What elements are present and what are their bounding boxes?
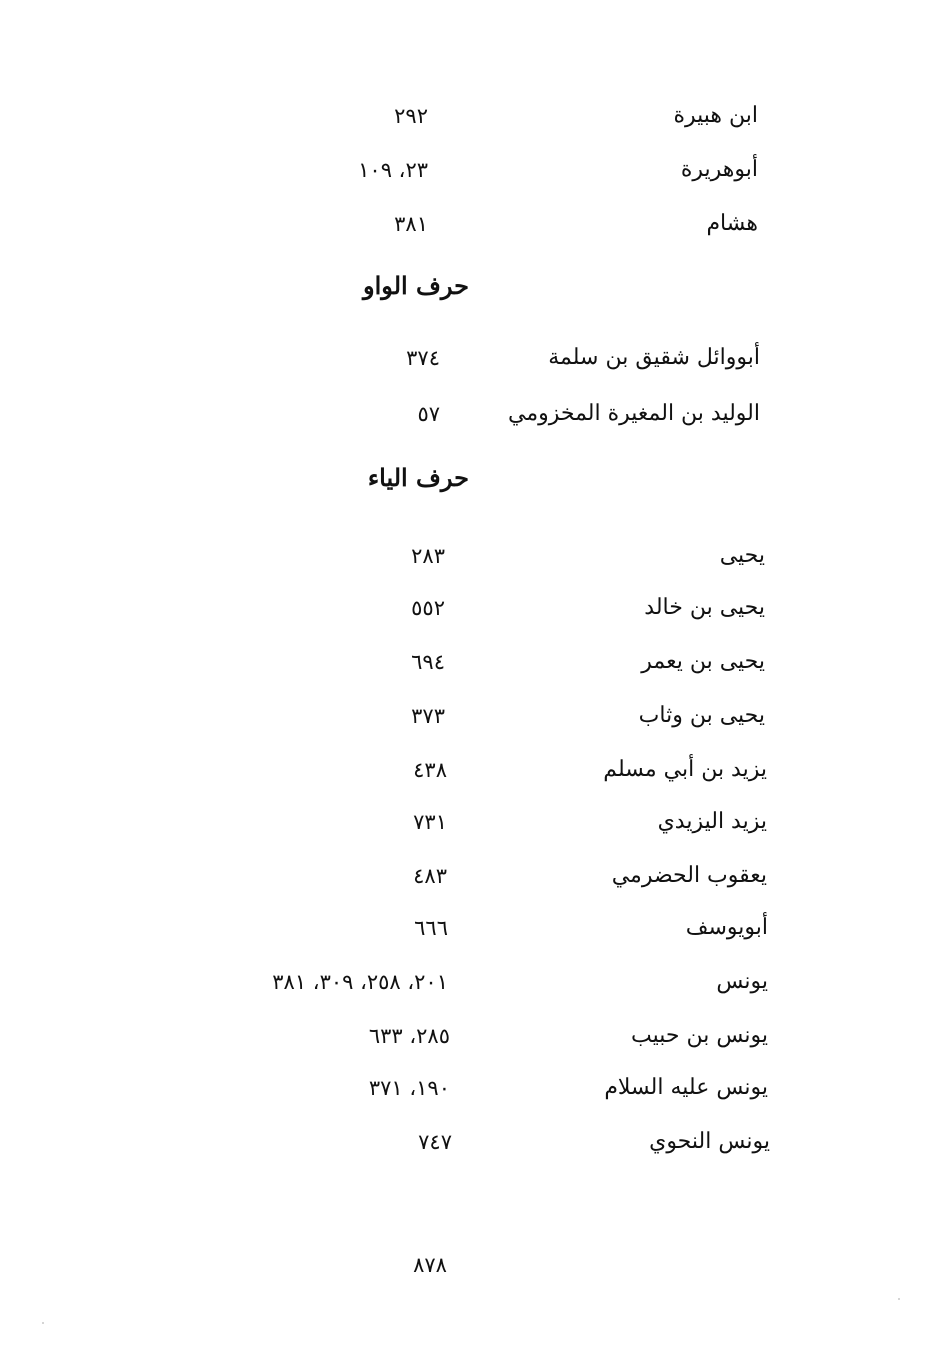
entry-name: هشام [706, 211, 758, 236]
entry-name: يونس بن حبيب [631, 1023, 768, 1048]
entry-name: يحيى بن خالد [644, 595, 765, 620]
entry-name: يحيى بن يعمر [641, 649, 765, 674]
entry-name: أبويوسف [685, 915, 768, 940]
index-entry [150, 750, 767, 790]
entry-pages: ٥٥٢ [411, 596, 445, 620]
index-entry [150, 1122, 770, 1162]
entry-name: يونس [716, 969, 768, 994]
index-entry [300, 204, 758, 244]
entry-pages: ٣٨١ [394, 212, 428, 236]
index-entry [150, 1068, 768, 1108]
entry-pages: ٢٠١، ٢٥٨، ٣٠٩، ٣٨١ [272, 970, 448, 994]
entry-pages: ٢٣، ١٠٩ [358, 158, 428, 182]
entry-name: ابن هبيرة [673, 103, 758, 128]
index-entry [150, 908, 768, 948]
scan-speck [898, 1298, 900, 1300]
entry-name: يونس النحوي [649, 1129, 770, 1154]
index-entry [150, 802, 767, 842]
index-entry [150, 1016, 768, 1056]
entry-pages: ٢٨٥، ٦٣٣ [368, 1024, 450, 1048]
entry-pages: ٤٨٣ [413, 864, 447, 888]
index-entry [150, 588, 765, 628]
entry-name: أبووائل شقيق بن سلمة [548, 345, 760, 370]
entry-pages: ٦٦٦ [414, 916, 448, 940]
entry-pages: ٧٤٧ [418, 1130, 452, 1154]
entry-name: يحيى [719, 543, 765, 568]
entry-name: يزيد اليزيدي [657, 809, 767, 834]
index-entry [300, 96, 758, 136]
entry-pages: ٧٣١ [413, 810, 447, 834]
index-entry [150, 962, 768, 1002]
entry-pages: ٢٨٣ [411, 544, 445, 568]
entry-name: الوليد بن المغيرة المخزومي [508, 401, 760, 426]
index-entry [300, 394, 760, 434]
entry-pages: ٢٩٢ [394, 104, 428, 128]
entry-name: يزيد بن أبي مسلم [603, 757, 767, 782]
section-heading-ya: حرف الياء [367, 463, 469, 492]
entry-name: أبوهريرة [680, 157, 758, 182]
entry-name: يعقوب الحضرمي [611, 863, 767, 888]
index-entry [150, 642, 765, 682]
entry-pages: ٣٧٣ [411, 704, 445, 728]
entry-name: يحيى بن وثاب [638, 703, 765, 728]
index-entry [150, 856, 767, 896]
index-entry [150, 696, 765, 736]
page-number: ٨٧٨ [413, 1253, 447, 1277]
entry-pages: ٥٧ [417, 402, 440, 426]
scan-speck [42, 1322, 44, 1324]
section-heading-waw: حرف الواو [363, 271, 469, 300]
entry-pages: ٦٩٤ [411, 650, 445, 674]
index-entry [300, 338, 760, 378]
entry-pages: ١٩٠، ٣٧١ [368, 1076, 450, 1100]
entry-name: يونس عليه السلام [604, 1075, 768, 1100]
entry-pages: ٤٣٨ [413, 758, 447, 782]
entry-pages: ٣٧٤ [406, 346, 440, 370]
index-entry [150, 536, 765, 576]
index-entry [300, 150, 758, 190]
